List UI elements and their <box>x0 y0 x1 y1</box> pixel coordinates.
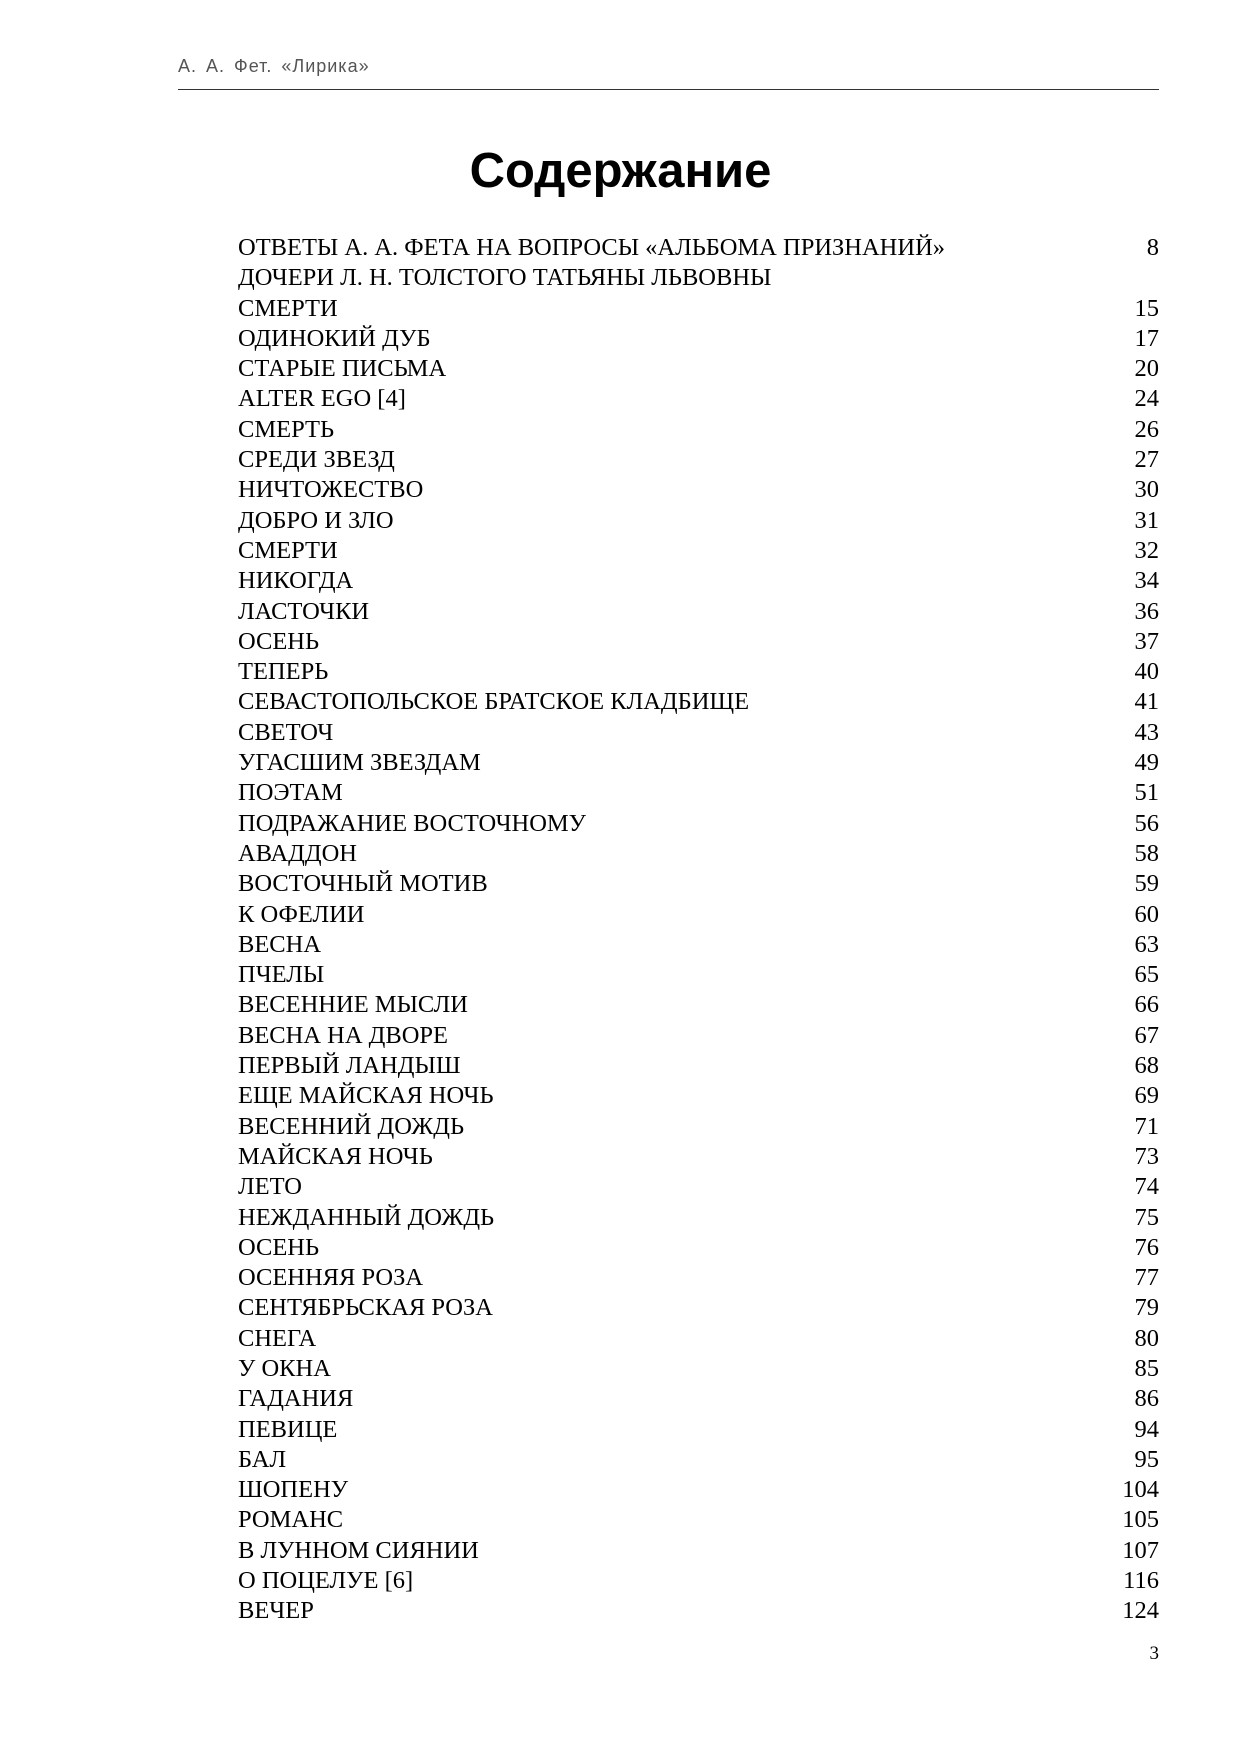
toc-entry[interactable] <box>238 990 1159 1020</box>
toc-entry-page: 31 <box>1134 506 1159 534</box>
running-header: А. А. Фет. «Лирика» <box>178 56 370 76</box>
toc-entry-page: 105 <box>1122 1506 1159 1534</box>
toc-entry[interactable] <box>238 354 1159 384</box>
toc-entry[interactable] <box>238 1596 1159 1626</box>
toc-entry-title: СЕНТЯБРЬСКАЯ РОЗА <box>238 1294 493 1322</box>
toc-entry-title: ВЕСНА НА ДВОРЕ <box>238 1021 449 1049</box>
toc-entry-page: 107 <box>1122 1536 1159 1564</box>
toc-entry-page: 43 <box>1134 718 1159 746</box>
toc-entry-page: 26 <box>1134 415 1159 443</box>
toc-entry[interactable] <box>238 960 1159 990</box>
toc-entry[interactable] <box>238 930 1159 960</box>
toc-entry[interactable] <box>238 869 1159 899</box>
toc-entry-title: О ПОЦЕЛУЕ [6] <box>238 1567 414 1595</box>
toc-entry[interactable] <box>238 748 1159 778</box>
toc-entry[interactable] <box>238 233 1159 263</box>
toc-entry-title: СВЕТОЧ <box>238 718 334 746</box>
toc-entry[interactable] <box>238 536 1159 566</box>
toc-entry-page: 49 <box>1134 749 1159 777</box>
toc-entry-title: ЛЕТО <box>238 1173 302 1201</box>
toc-entry[interactable] <box>238 384 1159 414</box>
toc-entry-title: СМЕРТИ <box>238 294 338 322</box>
toc-entry-title: НЕЖДАННЫЙ ДОЖДЬ <box>238 1203 495 1231</box>
toc-entry-title: ОДИНОКИЙ ДУБ <box>238 324 431 352</box>
table-of-contents <box>238 233 1159 1627</box>
toc-entry-page: 73 <box>1134 1142 1159 1170</box>
toc-entry[interactable] <box>238 1475 1159 1505</box>
toc-entry-title: ВЕСЕННИЙ ДОЖДЬ <box>238 1112 465 1140</box>
toc-entry-title: ТЕПЕРЬ <box>238 658 329 686</box>
toc-entry-page: 40 <box>1134 658 1159 686</box>
toc-entry-title: ОСЕНЬ <box>238 627 320 655</box>
toc-entry-title: ОСЕНЬ <box>238 1233 320 1261</box>
toc-entry[interactable] <box>238 1081 1159 1111</box>
toc-entry-title: ОСЕННЯЯ РОЗА <box>238 1264 424 1292</box>
toc-entry[interactable] <box>238 263 1159 293</box>
toc-entry-page: 8 <box>1146 234 1159 261</box>
toc-entry-page: 124 <box>1122 1597 1159 1625</box>
toc-entry-title: БАЛ <box>238 1445 287 1473</box>
toc-entry-page: 116 <box>1123 1567 1159 1595</box>
toc-entry-page: 95 <box>1134 1445 1159 1473</box>
toc-entry[interactable] <box>238 627 1159 657</box>
toc-entry[interactable] <box>238 1233 1159 1263</box>
toc-entry[interactable] <box>238 1445 1159 1475</box>
toc-entry-title: ПЕРВЫЙ ЛАНДЫШ <box>238 1052 461 1080</box>
toc-entry[interactable] <box>238 294 1159 324</box>
toc-entry-page: 77 <box>1134 1264 1159 1292</box>
toc-entry[interactable] <box>238 1384 1159 1414</box>
toc-entry-page: 27 <box>1134 446 1159 474</box>
toc-entry-title: РОМАНС <box>238 1506 344 1534</box>
toc-entry-title: ШОПЕНУ <box>238 1476 349 1504</box>
toc-entry-title: НИЧТОЖЕСТВО <box>238 476 424 504</box>
toc-entry[interactable] <box>238 687 1159 717</box>
toc-entry-page: 41 <box>1134 688 1159 716</box>
toc-entry-page: 85 <box>1134 1354 1159 1382</box>
toc-entry[interactable] <box>238 506 1159 536</box>
toc-entry-page: 67 <box>1134 1021 1159 1049</box>
toc-entry-page: 94 <box>1134 1415 1159 1443</box>
toc-entry[interactable] <box>238 1536 1159 1566</box>
toc-entry-page: 51 <box>1134 779 1159 807</box>
toc-entry[interactable] <box>238 1172 1159 1202</box>
toc-entry-page: 68 <box>1134 1052 1159 1080</box>
toc-entry-page: 69 <box>1134 1082 1159 1110</box>
toc-entry[interactable] <box>238 1263 1159 1293</box>
toc-entry-page: 32 <box>1134 536 1159 564</box>
toc-entry-title: К ОФЕЛИИ <box>238 900 365 928</box>
toc-entry-title: ВЕЧЕР <box>238 1597 314 1625</box>
toc-entry[interactable] <box>238 1415 1159 1445</box>
toc-entry-title: СМЕРТИ <box>238 536 338 564</box>
toc-entry-page: 17 <box>1134 324 1159 352</box>
toc-entry-title: ДОЧЕРИ Л. Н. ТОЛСТОГО ТАТЬЯНЫ ЛЬВОВНЫ <box>238 264 772 292</box>
toc-entry-title: ГАДАНИЯ <box>238 1385 354 1413</box>
toc-entry-title: ALTER EGO [4] <box>238 385 406 413</box>
toc-entry-page: 30 <box>1134 476 1159 504</box>
toc-entry-page: 71 <box>1134 1112 1159 1140</box>
toc-entry[interactable] <box>238 1354 1159 1384</box>
toc-entry-title: СРЕДИ ЗВЕЗД <box>238 446 395 474</box>
toc-entry-title: АВАДДОН <box>238 839 357 867</box>
toc-entry-page: 59 <box>1134 870 1159 898</box>
toc-entry[interactable] <box>238 475 1159 505</box>
toc-entry-title: ДОБРО И ЗЛО <box>238 506 394 534</box>
toc-entry[interactable] <box>238 1112 1159 1142</box>
toc-entry-page: 75 <box>1134 1203 1159 1231</box>
toc-entry[interactable] <box>238 324 1159 354</box>
toc-entry[interactable] <box>238 415 1159 445</box>
toc-entry-page: 66 <box>1134 991 1159 1019</box>
toc-entry[interactable] <box>238 445 1159 475</box>
toc-entry[interactable] <box>238 1566 1159 1596</box>
toc-entry[interactable] <box>238 900 1159 930</box>
toc-entry-page: 37 <box>1134 627 1159 655</box>
toc-entry-page: 24 <box>1134 385 1159 413</box>
toc-entry-title: УГАСШИМ ЗВЕЗДАМ <box>238 749 481 777</box>
toc-entry-title: ВОСТОЧНЫЙ МОТИВ <box>238 870 488 898</box>
toc-entry-page: 34 <box>1134 567 1159 595</box>
toc-entry-title: ПОЭТАМ <box>238 779 343 807</box>
toc-entry[interactable] <box>238 1324 1159 1354</box>
toc-entry[interactable] <box>238 657 1159 687</box>
toc-entry-page: 56 <box>1134 809 1159 837</box>
toc-entry[interactable] <box>238 1021 1159 1051</box>
toc-entry-page: 86 <box>1134 1385 1159 1413</box>
page-title: Содержание <box>469 144 772 198</box>
toc-entry[interactable] <box>238 809 1159 839</box>
toc-entry-page: 80 <box>1134 1324 1159 1352</box>
toc-entry-title: ПЧЕЛЫ <box>238 961 325 989</box>
toc-entry-page: 36 <box>1134 597 1159 625</box>
toc-entry-page: 60 <box>1134 900 1159 928</box>
toc-entry-page: 63 <box>1134 930 1159 958</box>
toc-entry-title: В ЛУННОМ СИЯНИИ <box>238 1536 479 1564</box>
toc-entry[interactable] <box>238 1051 1159 1081</box>
page-number: 3 <box>1149 1643 1159 1664</box>
toc-entry-page: 58 <box>1134 839 1159 867</box>
toc-entry[interactable] <box>238 566 1159 596</box>
toc-entry-page: 65 <box>1134 961 1159 989</box>
toc-entry-title: ПЕВИЦЕ <box>238 1415 338 1443</box>
toc-entry-page: 15 <box>1134 294 1159 322</box>
toc-entry-page: 76 <box>1134 1233 1159 1261</box>
toc-entry[interactable] <box>238 1142 1159 1172</box>
toc-entry[interactable] <box>238 1505 1159 1535</box>
toc-entry-page: 104 <box>1122 1476 1159 1504</box>
toc-entry-title: СТАРЫЕ ПИСЬМА <box>238 355 447 383</box>
toc-entry-page: 79 <box>1134 1294 1159 1322</box>
toc-entry-page: 20 <box>1134 355 1159 383</box>
toc-entry-page: 74 <box>1134 1173 1159 1201</box>
toc-entry[interactable] <box>238 597 1159 627</box>
toc-entry-title: У ОКНА <box>238 1354 331 1382</box>
toc-entry-title: МАЙСКАЯ НОЧЬ <box>238 1142 433 1170</box>
toc-entry-title: ЕЩЕ МАЙСКАЯ НОЧЬ <box>238 1082 494 1110</box>
toc-entry[interactable] <box>238 1203 1159 1233</box>
toc-entry-title: ПОДРАЖАНИЕ ВОСТОЧНОМУ <box>238 809 587 837</box>
toc-entry-title: ВЕСЕННИЕ МЫСЛИ <box>238 991 468 1019</box>
toc-entry-title: ОТВЕТЫ А. А. ФЕТА НА ВОПРОСЫ «АЛЬБОМА ПРИЗНАНИЙ» <box>238 234 946 261</box>
toc-entry[interactable] <box>238 718 1159 748</box>
toc-entry-title: НИКОГДА <box>238 567 354 595</box>
toc-entry-title: ЛАСТОЧКИ <box>238 597 370 625</box>
toc-entry[interactable] <box>238 778 1159 808</box>
toc-entry-title: СНЕГА <box>238 1324 317 1352</box>
toc-entry[interactable] <box>238 1293 1159 1323</box>
header-divider <box>178 89 1159 90</box>
toc-entry-title: ВЕСНА <box>238 930 322 958</box>
toc-entry-title: СЕВАСТОПОЛЬСКОЕ БРАТСКОЕ КЛАДБИЩЕ <box>238 688 750 716</box>
toc-entry-title: СМЕРТЬ <box>238 415 335 443</box>
toc-entry[interactable] <box>238 839 1159 869</box>
